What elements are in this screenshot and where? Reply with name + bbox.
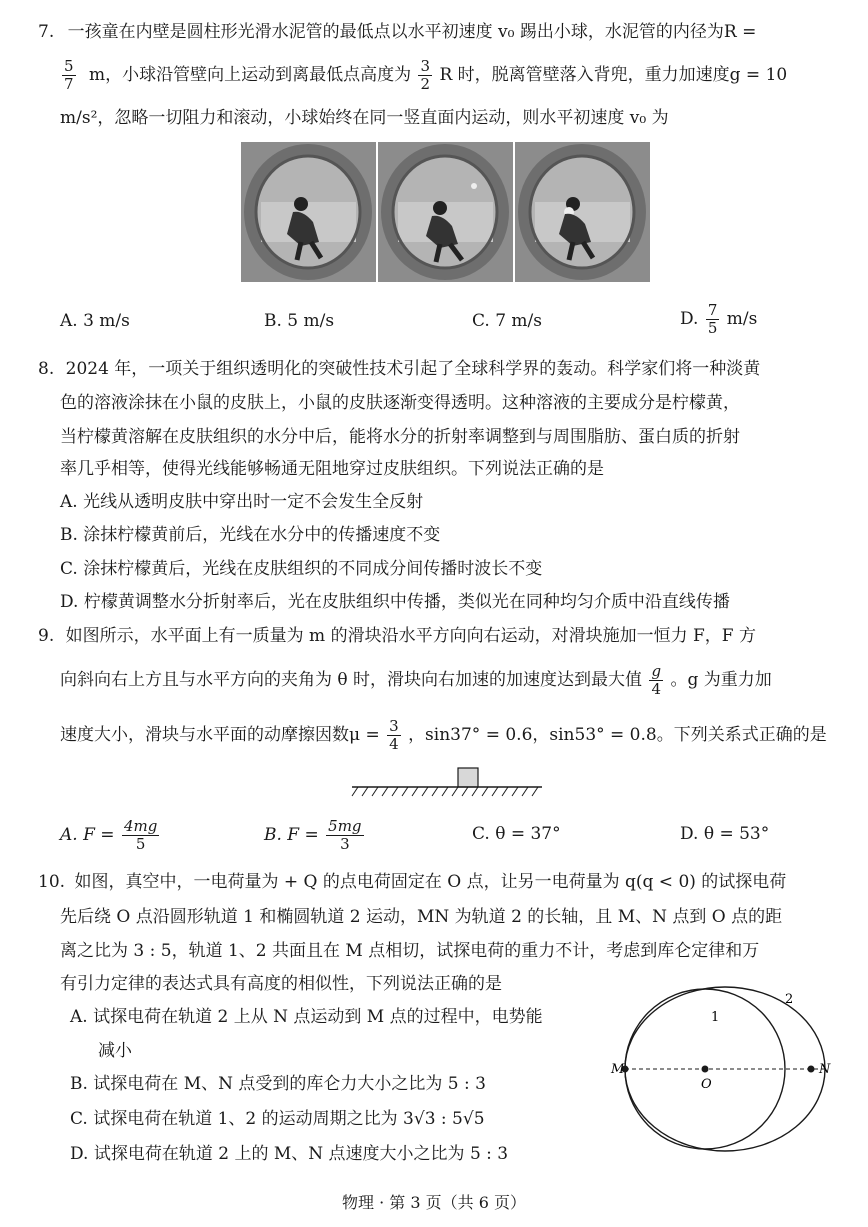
q7-text-2b: R 时，脱离管壁落入背兜，重力加速度g = 10 [439, 65, 788, 85]
q7-line2 [60, 58, 787, 93]
q7-line1 [38, 20, 756, 44]
point-o [702, 1066, 709, 1073]
q8-option-c[interactable]: C. 涂抹柠檬黄后，光线在皮肤组织的不同成分间传播时波长不变 [60, 559, 543, 579]
label-m: M [611, 1062, 625, 1077]
q8-number: 8. [38, 359, 55, 379]
label-orbit-1: 1 [711, 1010, 720, 1025]
q9-option-b[interactable]: B. F = $\frac{5mg}{3}$ [264, 817, 362, 853]
q9-line3: 速度大小，滑块与水平面的动摩擦因数μ = $\frac{3}{4}$ ，sin37° = 0.6，sin53° = 0.8。下列关系式正确的是 [60, 717, 827, 753]
q10-line4: 有引力定律的表达式具有高度的相似性，下列说法正确的是 [60, 974, 502, 994]
page-footer: 物理 · 第 3 页（共 6 页） [342, 1193, 526, 1212]
q8-option-d[interactable]: D. 柠檬黄调整水分折射率后，光在皮肤组织中传播，类似光在同种均匀介质中沿直线传播 [60, 592, 730, 612]
q10-line1: 10. 如图，真空中，一电荷量为 + Q 的点电荷固定在 O 点，让另一电荷量为 q(q < 0) 的试探电荷 [38, 872, 787, 892]
q7-text-2a: m，小球沿管壁向上运动到离最低点高度为 [88, 65, 412, 85]
q7-option-b[interactable]: B. 5 m/s [264, 311, 335, 331]
q9-number: 9. [38, 626, 55, 646]
q9-mu-fraction: $\frac{3}{4}$ [389, 717, 399, 753]
slider-block [458, 768, 478, 787]
q9-option-a[interactable]: A. F = $\frac{4mg}{5}$ [60, 817, 158, 853]
label-o: O [701, 1077, 712, 1092]
q8-option-b[interactable]: B. 涂抹柠檬黄前后，光线在水分中的传播速度不变 [60, 525, 441, 545]
q9-accel-fraction: $\frac{g}{4}$ [651, 662, 662, 698]
q7-option-a[interactable]: A. 3 m/s [60, 311, 130, 331]
label-n: N [819, 1062, 831, 1077]
q7-photo-strip [241, 142, 650, 282]
q7-number: 7. [38, 22, 55, 42]
q10-option-a[interactable]: A. 试探电荷在轨道 2 上从 N 点运动到 M 点的过程中，电势能 减小 [70, 1007, 543, 1061]
q9-option-d[interactable]: D. θ = 53° [680, 824, 770, 844]
q8-line2: 色的溶液涂抹在小鼠的皮肤上，小鼠的皮肤逐渐变得透明。这种溶液的主要成分是柠檬黄， [60, 393, 740, 413]
point-n [808, 1066, 815, 1073]
q10-line3: 离之比为 3 : 5，轨道 1、2 共面且在 M 点相切，试探电荷的重力不计，考虑到库仑定律和万 [60, 941, 760, 961]
q10-number: 10. [38, 872, 66, 892]
q8-option-a[interactable]: A. 光线从透明皮肤中穿出时一定不会发生全反射 [60, 492, 424, 512]
q7-radius-fraction: $\frac{5}{7}$ [64, 57, 74, 93]
q10-option-c[interactable]: C. 试探电荷在轨道 1、2 的运动周期之比为 3√3 : 5√5 [70, 1109, 485, 1129]
q7-height-fraction: $\frac{3}{2}$ [420, 57, 431, 93]
q10-option-d[interactable]: D. 试探电荷在轨道 2 上的 M、N 点速度大小之比为 5 : 3 [70, 1144, 509, 1164]
q9-line2: 向斜向右上方且与水平方向的夹角为 θ 时，滑块向右加速的加速度达到最大值 $\frac{g}{4}$ 。g 为重力加 [60, 662, 772, 698]
q7-line3: m/s²，忽略一切阻力和滚动，小球始终在同一竖直面内运动，则水平初速度 v₀ 为 [60, 108, 669, 128]
q7-text-1: 一孩童在内壁是圆柱形光滑水泥管的最低点以水平初速度 v₀ 踢出小球，水泥管的内径为R = [67, 22, 757, 42]
q10-option-b[interactable]: B. 试探电荷在 M、N 点受到的库仑力大小之比为 5 : 3 [70, 1074, 486, 1094]
q8-line1: 8. 2024 年，一项关于组织透明化的突破性技术引起了全球科学界的轰动。科学家们将一种淡黄 [38, 359, 761, 379]
q7-photo-2 [378, 142, 513, 282]
q9-block-diagram [350, 766, 545, 798]
q7-photo-1 [241, 142, 376, 282]
q7-option-c[interactable]: C. 7 m/s [472, 311, 543, 331]
q7-photo-3 [515, 142, 650, 282]
q10-orbit-diagram [605, 985, 840, 1155]
ground-hatching [352, 787, 538, 796]
q7-option-d[interactable]: D. $\frac{7}{5}$ m/s [680, 301, 758, 337]
label-orbit-2: 2 [785, 992, 794, 1007]
q10-line2: 先后绕 O 点沿圆形轨道 1 和椭圆轨道 2 运动，MN 为轨道 2 的长轴，且 M、N 点到 O 点的距 [60, 907, 783, 927]
q9-line1: 9. 如图所示，水平面上有一质量为 m 的滑块沿水平方向向右运动，对滑块施加一恒力 F，F 方 [38, 626, 756, 646]
q8-line3: 当柠檬黄溶解在皮肤组织的水分中后，能将水分的折射率调整到与周围脂肪、蛋白质的折射 [60, 427, 740, 447]
q8-line4: 率几乎相等，使得光线能够畅通无阻地穿过皮肤组织。下列说法正确的是 [60, 459, 604, 479]
q9-option-c[interactable]: C. θ = 37° [472, 824, 561, 844]
